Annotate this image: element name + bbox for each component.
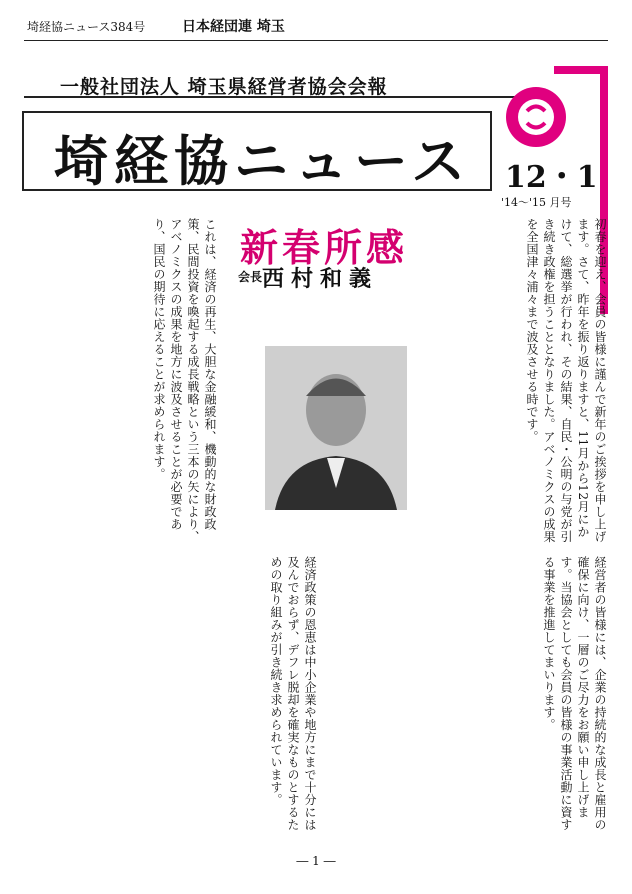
federation-label: 日本経団連 埼玉: [182, 19, 285, 35]
article-title: 新春所感: [240, 225, 409, 270]
author-role: 会長: [238, 270, 263, 284]
author-photo: [265, 346, 407, 510]
accent-bar-top: [554, 66, 608, 74]
text-column-3: 経済政策の恩恵は中小企業や地方にまで十分には及んでおらず、デフレ脱却を確実なものとするための取り組みが引き続き求められています。: [269, 556, 317, 831]
issue-number: 12・1: [505, 160, 598, 195]
text-column-1: 初春を迎え、会員の皆様に謹んで新年のご挨拶を申し上げます。さて、昨年を振り返りますと、11月から12月にかけて、総選挙が行われ、その結果、自民・公明の与党が引き続き政権を担うこととなりました。アベノミクスの成果を全国津々浦々まで波及させる時です。: [525, 218, 607, 543]
association-logo-icon: [505, 86, 567, 148]
text-column-2: これは、経済の再生、大胆な金融緩和、機動的な財政政策、民間投資を喚起する成長戦略という三本の矢により、アベノミクスの成果を地方に波及させることが必要であり、国民の期待に応えることが求められます。: [152, 218, 217, 543]
issue-range: '14～'15 月号: [501, 196, 572, 209]
header-rule: [24, 40, 608, 41]
portrait-image: [265, 346, 407, 510]
masthead-box: [22, 111, 492, 191]
issue-label: 埼経協ニュース384号: [27, 20, 146, 34]
text-column-4: 経営者の皆様には、企業の持続的な成長と雇用の確保に向け、一層のご尽力をお願い申し上げます。当協会としても会員の皆様の事業活動に資する事業を推進してまいります。: [542, 556, 607, 831]
author-name: 西村和義: [262, 266, 379, 292]
page-number: ― 1 ―: [296, 854, 336, 868]
masthead-title: 埼経協ニュース: [54, 129, 472, 193]
org-title: 一般社団法人 埼玉県経営者協会会報: [60, 76, 388, 98]
